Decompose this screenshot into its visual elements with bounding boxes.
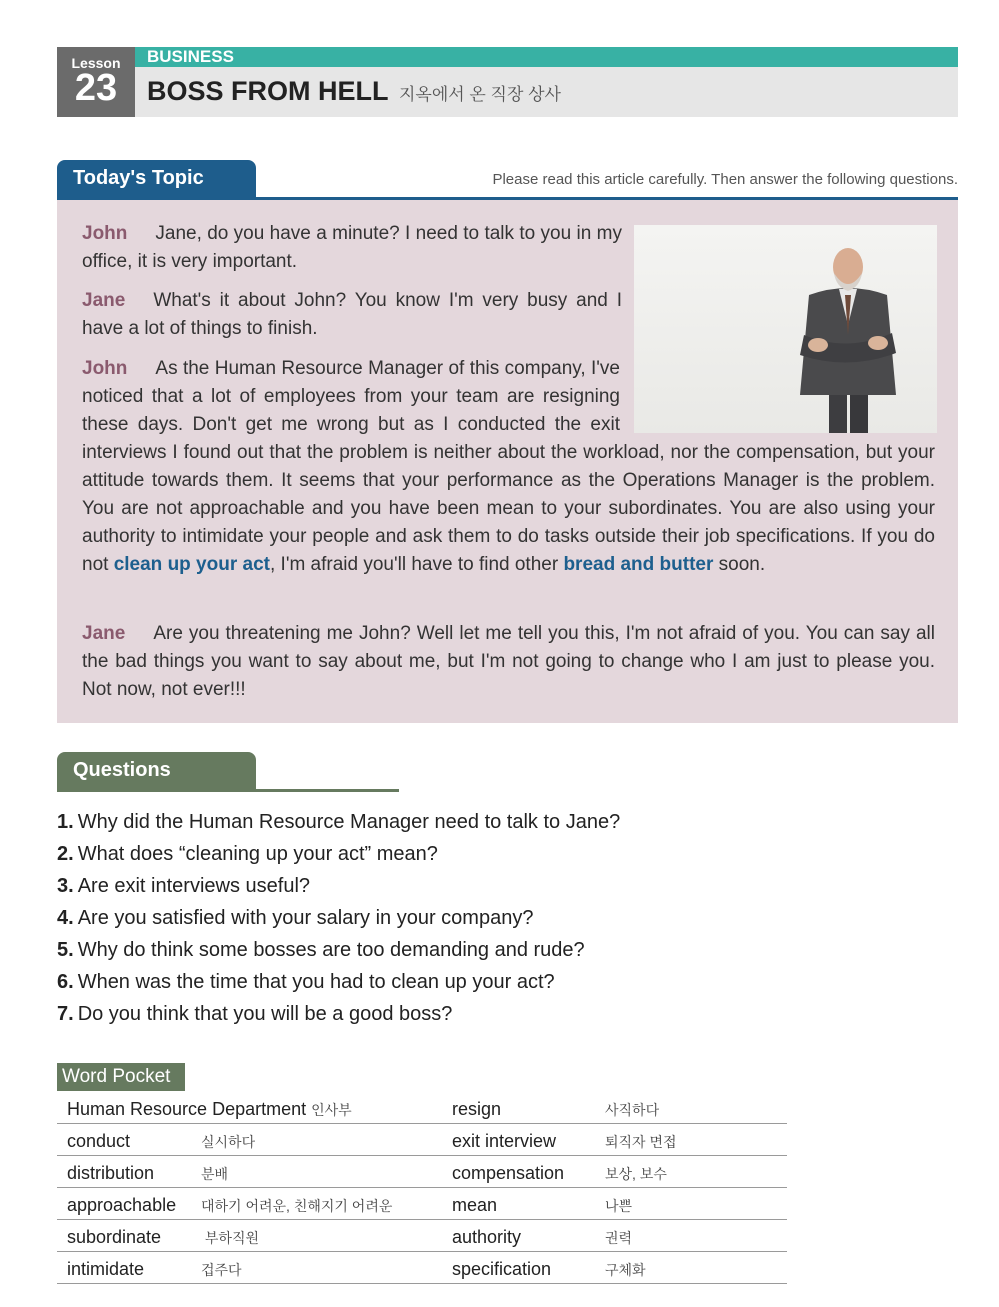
lesson-badge	[57, 47, 135, 117]
dialogue-text: Are you threatening me John? Well let me tell you this, I'm not afraid of you. You can say all the bad things you want to say about me, but I'm not going to change who I am just to please you. Not now, not ever!!!	[82, 623, 935, 700]
dialogue-line-4	[82, 620, 935, 704]
table-row	[57, 1091, 787, 1123]
questions-list	[57, 806, 620, 1030]
vocab-meaning: 대하기 어려운, 친해지기 어려운	[201, 1187, 452, 1219]
vocab-term: distribution	[57, 1155, 201, 1187]
dialogue-line-3	[82, 355, 935, 579]
category-label: BUSINESS	[147, 47, 234, 66]
dialogue-line-1	[82, 220, 622, 276]
table-row	[57, 1187, 787, 1219]
speaker-name: Jane	[82, 623, 126, 644]
table-row	[57, 1219, 787, 1251]
table-row	[57, 1123, 787, 1155]
vocab-meaning: 실시하다	[201, 1123, 452, 1155]
speaker-name: Jane	[82, 290, 126, 311]
dialogue-text: , I'm afraid you'll have to find other	[269, 554, 564, 575]
question-number: 3.	[57, 875, 74, 897]
question-text: Why did the Human Resource Manager need to talk to Jane?	[77, 811, 621, 833]
vocab-meaning: 분배	[201, 1155, 452, 1187]
question-item	[57, 838, 620, 870]
question-number: 7.	[57, 1003, 74, 1025]
vocab-term	[57, 1091, 452, 1123]
vocab-meaning: 보상, 보수	[605, 1155, 787, 1187]
question-item	[57, 966, 620, 998]
dialogue-line-2	[82, 287, 622, 343]
vocab-term-text: Human Resource Department	[67, 1098, 307, 1119]
instruction-text: Please read this article carefully. Then answer the following questions.	[492, 171, 958, 188]
questions-tab	[57, 752, 256, 792]
questions-divider	[256, 789, 399, 792]
vocab-meaning: 겁주다	[201, 1251, 452, 1283]
vocab-term: authority	[452, 1219, 605, 1251]
vocab-meaning: 사직하다	[605, 1091, 787, 1123]
vocab-term: mean	[452, 1187, 605, 1219]
lesson-number: 23	[74, 67, 118, 109]
dialogue-text: What's it about John? You know I'm very busy and I have a lot of things to finish.	[82, 290, 622, 339]
dialogue-text: soon.	[713, 554, 766, 575]
question-text: Why do think some bosses are too demanding and rude?	[77, 939, 585, 961]
question-text: What does “cleaning up your act” mean?	[77, 843, 438, 865]
question-item	[57, 902, 620, 934]
vocab-meaning: 권력	[605, 1219, 787, 1251]
vocab-meaning: 나쁜	[605, 1187, 787, 1219]
question-item	[57, 934, 620, 966]
word-pocket-title: Word Pocket	[57, 1063, 185, 1091]
speaker-name: John	[82, 223, 128, 244]
photo-float-spacer	[620, 355, 935, 437]
table-row	[57, 1155, 787, 1187]
question-number: 2.	[57, 843, 74, 865]
lesson-label: Lesson	[71, 55, 121, 71]
vocab-term: intimidate	[57, 1251, 201, 1283]
dialogue-text: As the Human Resource Manager of this company, I've noticed that a lot of employees from your team are resigning these days. Don't get me wrong but as I conducted the exit interviews I found out that the problem is neither about the workload, nor the compensation, but your attitude towards them. It seems that your performance as the Operations Manager is the problem. You are not approachable and you have been mean to your subordinates. You are also using your authority to intimidate your people and ask them to do tasks outside their job specifications. If you do not	[82, 358, 935, 575]
topic-tab-label: Today's Topic	[73, 167, 204, 189]
idiom-highlight: clean up your act	[113, 554, 270, 575]
question-item	[57, 870, 620, 902]
vocab-term: approachable	[57, 1187, 201, 1219]
idiom-highlight: bread and butter	[563, 554, 714, 575]
vocab-term: compensation	[452, 1155, 605, 1187]
page-title-korean: 지옥에서 온 직장 상사	[399, 85, 561, 104]
questions-tab-label: Questions	[73, 759, 171, 781]
vocab-term: exit interview	[452, 1123, 605, 1155]
vocab-meaning: 인사부	[311, 1101, 352, 1118]
vocab-meaning: 구체화	[605, 1251, 787, 1283]
question-text: Are exit interviews useful?	[77, 875, 311, 897]
question-text: When was the time that you had to clean up your act?	[77, 971, 555, 993]
question-text: Are you satisfied with your salary in your company?	[77, 907, 534, 929]
speaker-name: John	[82, 358, 128, 379]
vocab-meaning: 퇴직자 면접	[605, 1123, 787, 1155]
page-title: BOSS FROM HELL	[147, 76, 389, 106]
word-pocket-table	[57, 1091, 787, 1284]
vocab-term: subordinate	[57, 1219, 201, 1251]
vocab-term: conduct	[57, 1123, 201, 1155]
topic-tab	[57, 160, 256, 200]
vocab-term: resign	[452, 1091, 605, 1123]
question-number: 5.	[57, 939, 74, 961]
category-bar	[135, 47, 958, 67]
question-item	[57, 806, 620, 838]
question-number: 4.	[57, 907, 74, 929]
title-bar	[135, 67, 958, 117]
question-number: 6.	[57, 971, 74, 993]
table-row	[57, 1251, 787, 1283]
dialogue-text: Jane, do you have a minute? I need to talk to you in my office, it is very important.	[82, 223, 622, 272]
question-text: Do you think that you will be a good boss?	[77, 1003, 453, 1025]
question-item	[57, 998, 620, 1030]
question-number: 1.	[57, 811, 74, 833]
vocab-term: specification	[452, 1251, 605, 1283]
vocab-meaning: 부하직원	[201, 1219, 452, 1251]
